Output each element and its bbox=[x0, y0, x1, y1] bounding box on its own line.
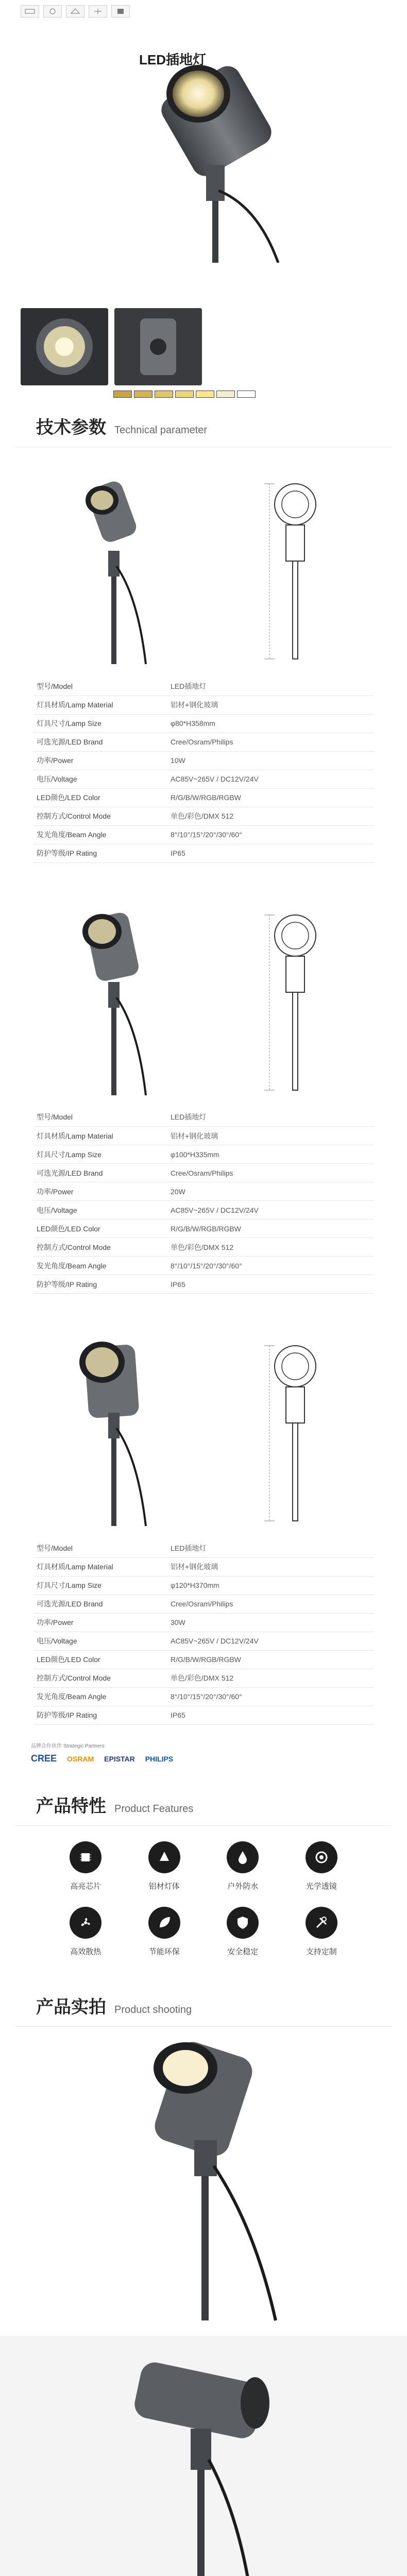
feature-label: 安全稳定 bbox=[227, 1947, 259, 1956]
spec-key: 电压/Voltage bbox=[33, 1632, 167, 1650]
spec-value: LED插地灯 bbox=[167, 1108, 374, 1127]
lamp-drawing bbox=[35, 1325, 190, 1531]
feature-label: 铝材灯体 bbox=[148, 1882, 180, 1891]
chip-icon bbox=[70, 1841, 101, 1873]
spec-row bbox=[33, 1182, 374, 1201]
lamp-drawing bbox=[35, 463, 190, 669]
feature-item bbox=[125, 1841, 204, 1891]
spec-row bbox=[33, 1706, 374, 1724]
spec-value: φ80*H358mm bbox=[167, 714, 374, 733]
features-grid bbox=[0, 1826, 407, 1977]
spec-value: LED插地灯 bbox=[167, 1539, 374, 1557]
feature-item bbox=[282, 1841, 361, 1891]
spec-key: 型号/Model bbox=[33, 1539, 167, 1557]
spec-key: 功率/Power bbox=[33, 751, 167, 770]
spec-value: Cree/Osram/Philips bbox=[167, 1595, 374, 1613]
shot-photo-2 bbox=[0, 2336, 407, 2576]
brand-osram: OSRAM bbox=[67, 1754, 94, 1763]
spec-row bbox=[33, 1164, 374, 1182]
spec-value: 8°/10°/15°/20°/30°/60° bbox=[167, 825, 374, 844]
spec-key: 可选光源/LED Brand bbox=[33, 1164, 167, 1182]
spec-row bbox=[33, 1127, 374, 1145]
tech-title-en: Technical parameter bbox=[114, 425, 208, 436]
spec-row bbox=[33, 1257, 374, 1275]
spec-row bbox=[33, 1108, 374, 1127]
product-drawings bbox=[21, 455, 386, 677]
spec-value: 铝材+钢化玻璃 bbox=[167, 696, 374, 714]
brand-partners bbox=[0, 1740, 407, 1776]
feature-item bbox=[46, 1907, 125, 1957]
spec-icon-3 bbox=[66, 5, 84, 18]
dimension-drawing bbox=[218, 894, 372, 1100]
spec-value: 铝材+钢化玻璃 bbox=[167, 1557, 374, 1576]
product-drawings bbox=[21, 887, 386, 1108]
spec-row bbox=[33, 1632, 374, 1650]
shooting-title-en: Product shooting bbox=[114, 2004, 192, 2015]
spec-row bbox=[33, 788, 374, 807]
spec-key: 控制方式/Control Mode bbox=[33, 1669, 167, 1687]
leaf-icon bbox=[148, 1907, 180, 1939]
lamp-drawing bbox=[35, 894, 190, 1100]
spec-key: LED颜色/LED Color bbox=[33, 1219, 167, 1238]
spec-row bbox=[33, 807, 374, 825]
spec-value: 铝材+钢化玻璃 bbox=[167, 1127, 374, 1145]
cct-swatch bbox=[237, 391, 256, 398]
cct-swatch bbox=[216, 391, 235, 398]
spec-value: 20W bbox=[167, 1182, 374, 1201]
spec-value: IP65 bbox=[167, 844, 374, 862]
spec-value: φ100*H335mm bbox=[167, 1145, 374, 1164]
spec-table bbox=[33, 1539, 374, 1725]
spec-row bbox=[33, 770, 374, 788]
spec-key: 电压/Voltage bbox=[33, 770, 167, 788]
spec-row bbox=[33, 714, 374, 733]
tech-title-cn: 技术参数 bbox=[36, 417, 106, 438]
features-title-en: Product Features bbox=[114, 1803, 194, 1815]
cct-swatch bbox=[175, 391, 194, 398]
spec-key: 可选光源/LED Brand bbox=[33, 1595, 167, 1613]
cct-swatch bbox=[134, 391, 152, 398]
spec-key: 防护等级/IP Rating bbox=[33, 1706, 167, 1724]
spec-key: 发光角度/Beam Angle bbox=[33, 1257, 167, 1275]
shooting-section-title bbox=[15, 1977, 392, 2027]
spec-key: 防护等级/IP Rating bbox=[33, 1275, 167, 1294]
spec-value: R/G/B/W/RGB/RGBW bbox=[167, 1650, 374, 1669]
spec-row bbox=[33, 1238, 374, 1257]
spec-key: 型号/Model bbox=[33, 1108, 167, 1127]
brand-cree: CREE bbox=[31, 1753, 57, 1764]
spec-key: 灯具尺寸/Lamp Size bbox=[33, 714, 167, 733]
spec-row bbox=[33, 1557, 374, 1576]
spec-row bbox=[33, 696, 374, 714]
spec-value: 单色/彩色/DMX 512 bbox=[167, 1669, 374, 1687]
spec-value: IP65 bbox=[167, 1706, 374, 1724]
spec-value: φ120*H370mm bbox=[167, 1576, 374, 1595]
shooting-title-cn: 产品实拍 bbox=[36, 1996, 106, 2018]
hero-title: LED插地灯 bbox=[139, 52, 207, 67]
spec-value: AC85V~265V / DC12V/24V bbox=[167, 1632, 374, 1650]
aluminum-icon bbox=[148, 1841, 180, 1873]
features-section-title bbox=[15, 1776, 392, 1826]
spec-value: AC85V~265V / DC12V/24V bbox=[167, 770, 374, 788]
spec-key: 功率/Power bbox=[33, 1182, 167, 1201]
detail-photo-lens bbox=[21, 308, 108, 385]
feature-label: 支持定制 bbox=[306, 1947, 337, 1956]
spec-icon-4 bbox=[89, 5, 107, 18]
spec-key: 灯具材质/Lamp Material bbox=[33, 696, 167, 714]
feature-item bbox=[125, 1907, 204, 1957]
shield-icon bbox=[227, 1907, 259, 1939]
spec-row bbox=[33, 825, 374, 844]
spec-key: 电压/Voltage bbox=[33, 1201, 167, 1219]
cct-swatch bbox=[113, 391, 132, 398]
spec-row bbox=[33, 1219, 374, 1238]
features-title-cn: 产品特性 bbox=[36, 1795, 106, 1817]
tools-icon bbox=[306, 1907, 337, 1939]
certification-icon-strip bbox=[0, 0, 407, 25]
spec-row bbox=[33, 1576, 374, 1595]
spec-row bbox=[33, 751, 374, 770]
spec-row bbox=[33, 844, 374, 862]
spec-value: 单色/彩色/DMX 512 bbox=[167, 1238, 374, 1257]
product-spec-block bbox=[0, 878, 407, 1310]
spec-value: Cree/Osram/Philips bbox=[167, 733, 374, 751]
feature-label: 节能环保 bbox=[148, 1947, 180, 1956]
spec-row bbox=[33, 1669, 374, 1687]
product-spec-block bbox=[0, 447, 407, 878]
feature-item bbox=[204, 1841, 282, 1891]
feature-item bbox=[46, 1841, 125, 1891]
product-drawings bbox=[21, 1317, 386, 1539]
spec-value: AC85V~265V / DC12V/24V bbox=[167, 1201, 374, 1219]
cct-swatch bbox=[196, 391, 214, 398]
fan-icon bbox=[70, 1907, 101, 1939]
spec-row bbox=[33, 1145, 374, 1164]
waterproof-icon bbox=[227, 1841, 259, 1873]
spec-value: 8°/10°/15°/20°/30°/60° bbox=[167, 1257, 374, 1275]
spec-key: 功率/Power bbox=[33, 1613, 167, 1632]
spec-value: LED插地灯 bbox=[167, 677, 374, 696]
detail-photo-joint bbox=[114, 308, 202, 385]
spec-value: Cree/Osram/Philips bbox=[167, 1164, 374, 1182]
shot-photo-1 bbox=[0, 2027, 407, 2336]
spec-row bbox=[33, 1275, 374, 1294]
spec-key: LED颜色/LED Color bbox=[33, 1650, 167, 1669]
spec-key: 灯具尺寸/Lamp Size bbox=[33, 1145, 167, 1164]
brand-epistar: EPISTAR bbox=[104, 1754, 135, 1763]
cct-swatch bbox=[155, 391, 173, 398]
dimension-drawing bbox=[218, 463, 372, 669]
spec-row bbox=[33, 733, 374, 751]
spec-value: 8°/10°/15°/20°/30°/60° bbox=[167, 1687, 374, 1706]
spec-row bbox=[33, 677, 374, 696]
spec-key: 型号/Model bbox=[33, 677, 167, 696]
spec-icon-1 bbox=[21, 5, 39, 18]
brand-philips: PHILIPS bbox=[145, 1754, 174, 1763]
spec-value: IP65 bbox=[167, 1275, 374, 1294]
brand-caption: 品牌合作伙伴 Strategic Partners bbox=[31, 1743, 105, 1749]
feature-label: 高亮芯片 bbox=[70, 1882, 101, 1891]
dimension-drawing bbox=[218, 1325, 372, 1531]
lens-icon bbox=[306, 1841, 337, 1873]
spec-value: R/G/B/W/RGB/RGBW bbox=[167, 1219, 374, 1238]
spec-table bbox=[33, 677, 374, 863]
spec-key: 可选光源/LED Brand bbox=[33, 733, 167, 751]
spec-row bbox=[33, 1201, 374, 1219]
hero-product-photo bbox=[124, 62, 299, 263]
spec-icon-5 bbox=[111, 5, 130, 18]
spec-key: 灯具材质/Lamp Material bbox=[33, 1557, 167, 1576]
spec-key: 发光角度/Beam Angle bbox=[33, 1687, 167, 1706]
feature-item bbox=[204, 1907, 282, 1957]
spec-row bbox=[33, 1539, 374, 1557]
feature-item bbox=[282, 1907, 361, 1957]
spec-key: 控制方式/Control Mode bbox=[33, 1238, 167, 1257]
spec-row bbox=[33, 1613, 374, 1632]
spec-key: 灯具尺寸/Lamp Size bbox=[33, 1576, 167, 1595]
spec-value: 30W bbox=[167, 1613, 374, 1632]
tech-section-title bbox=[15, 398, 392, 447]
hero-section bbox=[0, 25, 407, 267]
spec-value: 单色/彩色/DMX 512 bbox=[167, 807, 374, 825]
product-spec-block bbox=[0, 1309, 407, 1740]
spec-value: 10W bbox=[167, 751, 374, 770]
spec-key: LED颜色/LED Color bbox=[33, 788, 167, 807]
spec-key: 发光角度/Beam Angle bbox=[33, 825, 167, 844]
spec-value: R/G/B/W/RGB/RGBW bbox=[167, 788, 374, 807]
spec-icon-2 bbox=[43, 5, 62, 18]
feature-label: 户外防水 bbox=[227, 1882, 259, 1891]
spec-row bbox=[33, 1687, 374, 1706]
spec-row bbox=[33, 1595, 374, 1613]
spec-table bbox=[33, 1108, 374, 1294]
spec-key: 灯具材质/Lamp Material bbox=[33, 1127, 167, 1145]
spec-key: 控制方式/Control Mode bbox=[33, 807, 167, 825]
color-temperature-bar bbox=[113, 391, 407, 398]
spec-key: 防护等级/IP Rating bbox=[33, 844, 167, 862]
feature-label: 光学透镜 bbox=[306, 1882, 337, 1891]
feature-label: 高效散热 bbox=[70, 1947, 101, 1956]
spec-row bbox=[33, 1650, 374, 1669]
